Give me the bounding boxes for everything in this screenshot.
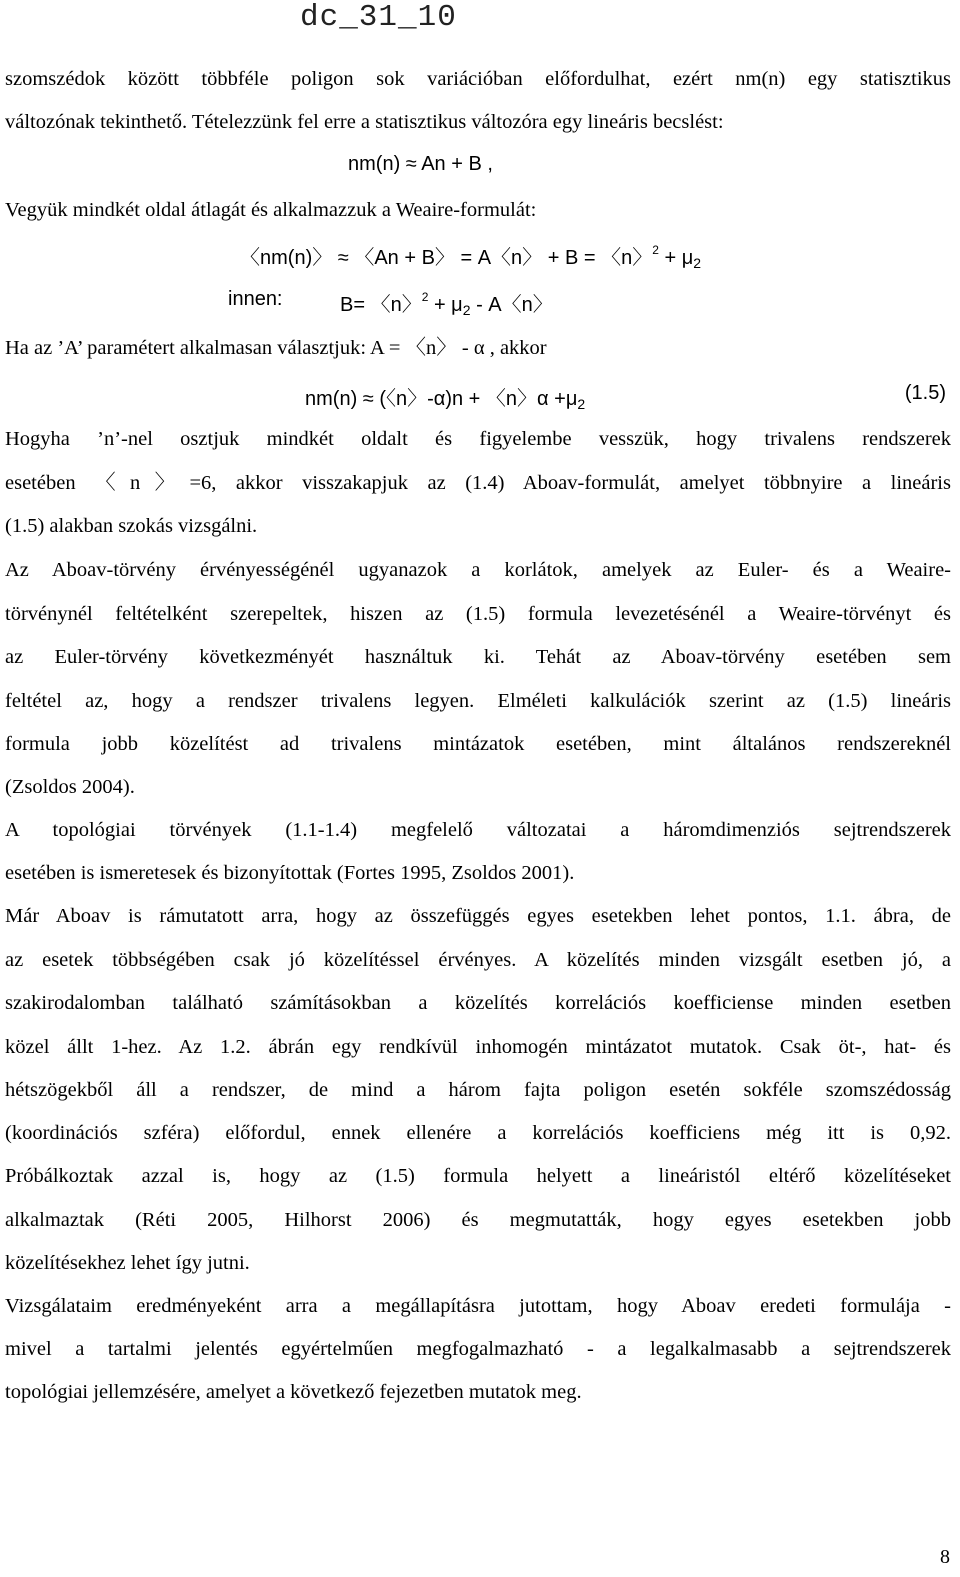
formula-1-5-main: nm(n) ≈ (〈n〉-α)n + 〈n〉α +μ <box>305 388 578 410</box>
text-line-11: feltétel az, hogy a rendszer trivalens legyen. Elméleti kalkulációk szerint az (1.5) lineáris <box>5 690 951 712</box>
formula-1-5-subscript: 2 <box>577 396 586 412</box>
text-line-20: hétszögekből áll a rendszer, de mind a három fajta poligon esetén sokféle szomszédosság <box>5 1079 951 1101</box>
text-line-10: az Euler-törvény következményét használtuk ki. Tehát az Aboav-törvény esetében sem <box>5 646 951 668</box>
text-line-26: mivel a tartalmi jelentés egyértelműen megfogalmazható - a legalkalmasabb a sejtrendszerek <box>5 1338 951 1360</box>
text-line-24: közelítésekhez lehet így jutni. <box>5 1252 250 1274</box>
formula-average-exponent: 2 <box>652 243 659 257</box>
text-line-21: (koordinációs szféra) előfordul, ennek ellenére a korrelációs koefficiens még itt is 0,92. <box>5 1122 951 1144</box>
text-line-12: formula jobb közelítést ad trivalens mintázatok esetében, mint általános rendszereknél <box>5 733 951 755</box>
text-line-8: Az Aboav-törvény érvényességénél ugyanazok a korlátok, amelyek az Euler- és a Weaire- <box>5 559 951 581</box>
text-line-18: szakirodalomban található számításokban a közelítés korrelációs koefficiense minden esetben <box>5 992 951 1014</box>
equation-number-1-5: (1.5) <box>904 382 946 404</box>
formula-average-subscript: 2 <box>693 255 702 271</box>
text-line-7: (1.5) alakban szokás vizsgálni. <box>5 515 258 537</box>
formula-average <box>240 241 701 271</box>
text-line-23: alkalmaztak (Réti 2005, Hilhorst 2006) és megmutatták, hogy egyes esetekben jobb <box>5 1209 951 1231</box>
text-line-2: változónak tekinthető. Tételezzünk fel erre a statisztikus változóra egy lineáris becslést: <box>5 111 724 133</box>
formula-b <box>340 288 553 318</box>
text-line-1: szomszédok között többféle poligon sok variációban előfordulhat, ezért nm(n) egy statisztikus <box>5 68 951 90</box>
document-id-header: dc_31_10 <box>300 0 457 35</box>
formula-b-main: B= 〈n〉 <box>340 294 422 316</box>
text-line-9: törvénynél feltételként szerepeltek, hiszen az (1.5) formula levezetésénél a Weaire-törvényt és <box>5 603 951 625</box>
formula-innen-label: innen: <box>228 288 283 310</box>
formula-1-5 <box>305 382 585 412</box>
text-line-5: Hogyha ’n’-nel osztjuk mindkét oldalt és figyelembe vesszük, hogy trivalens rendszerek <box>5 428 951 450</box>
text-line-13: (Zsoldos 2004). <box>5 776 135 798</box>
formula-b-subscript: 2 <box>462 302 471 318</box>
text-line-6: esetében 〈n〉=6, akkor visszakapjuk az (1.4) Aboav-formulát, amelyet többnyire a lineáris <box>5 472 951 494</box>
page-number: 8 <box>940 1546 950 1568</box>
text-line-25: Vizsgálataim eredményeként arra a megállapításra jutottam, hogy Aboav eredeti formulája - <box>5 1295 951 1317</box>
formula-linear-estimate: nm(n) ≈ An + B , <box>348 153 493 175</box>
text-line-16: Már Aboav is rámutatott arra, hogy az összefüggés egyes esetekben lehet pontos, 1.1. ábra, de <box>5 905 951 927</box>
formula-b-tail: - A〈n〉 <box>470 294 553 316</box>
formula-b-exponent: 2 <box>421 290 429 304</box>
formula-average-mu: + μ <box>658 247 694 269</box>
text-line-19: közel állt 1-hez. Az 1.2. ábrán egy rendkívül inhomogén mintázatot mutatok. Csak öt-, hat- és <box>5 1036 951 1058</box>
text-line-22: Próbálkoztak azzal is, hogy az (1.5) formula helyett a lineáristól eltérő közelítéseket <box>5 1165 951 1187</box>
text-line-15: esetében is ismeretesek és bizonyítottak (Fortes 1995, Zsoldos 2001). <box>5 862 575 884</box>
formula-b-mu: + μ <box>428 294 463 316</box>
text-line-27: topológiai jellemzésére, amelyet a következő fejezetben mutatok meg. <box>5 1381 582 1403</box>
text-line-14: A topológiai törvények (1.1-1.4) megfelelő változatai a háromdimenziós sejtrendszerek <box>5 819 951 841</box>
text-line-17: az esetek többségében csak jó közelítéssel érvényes. A közelítés minden vizsgált esetben jó, a <box>5 949 951 971</box>
formula-average-main: 〈nm(n)〉 ≈ 〈An + B〉 = A〈n〉 + B = 〈n〉 <box>240 247 653 269</box>
text-line-3: Vegyük mindkét oldal átlagát és alkalmazzuk a Weaire-formulát: <box>5 199 537 221</box>
text-line-4: Ha az ’A’ paramétert alkalmasan választjuk: A = 〈n〉 - α , akkor <box>5 337 547 359</box>
